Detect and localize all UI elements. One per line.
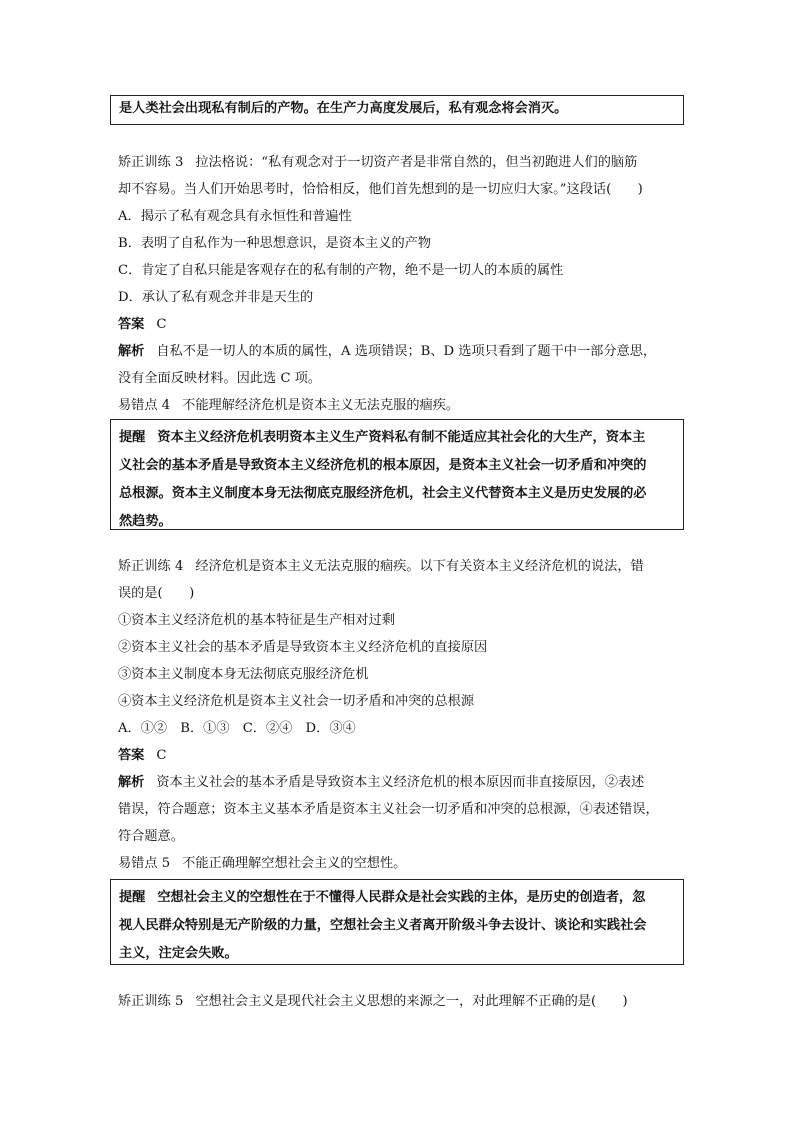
exercise5-label: 矫正训练 5 [118, 994, 184, 1009]
exercise3-stem-line2: 却不容易。当人们开始思考时，恰恰相反，他们首先想到的是一切应归大家。”这段话( ) [118, 182, 643, 197]
exercise4-answer [118, 744, 166, 763]
exercise4-label: 矫正训练 4 [118, 559, 184, 574]
exercise4-stem-line2: 误的是( ) [118, 586, 195, 601]
top-note-box [110, 95, 684, 125]
tip4-label: 提醒 [119, 430, 146, 445]
exercise4-item-4: ④资本主义经济危机是资本主义社会一切矛盾和冲突的总根源 [118, 694, 475, 709]
analysis-label: 解析 [118, 344, 145, 359]
pitfall4-heading [118, 394, 459, 413]
exercise3-option-b: B．表明了自私作为一种思想意识，是资本主义的产物 [118, 236, 432, 251]
tip4-line4: 然趋势。 [119, 514, 172, 529]
pitfall5-label: 易错点 5 [118, 856, 171, 871]
tip4-line3: 总根源。资本主义制度本身无法彻底克服经济危机，社会主义代替资本主义是历史发展的必 [119, 486, 647, 501]
pitfall5-text: 不能正确理解空想社会主义的空想性。 [182, 856, 407, 871]
exercise4-stem-line1: 矫正训练 4 经济危机是资本主义无法克服的痼疾。以下有关资本主义经济危机的说法，错 [118, 559, 644, 574]
exercise3-analysis-line2: 没有全面反映材料。因此选 C 项。 [118, 371, 322, 386]
tip5-line3: 主义，注定会失败。 [119, 946, 238, 961]
tip4-line1: 提醒 资本主义经济危机表明资本主义生产资料私有制不能适应其社会化的大生产，资本主 [119, 430, 646, 445]
exercise3-answer [118, 313, 166, 332]
exercise5-stem: 矫正训练 5 空想社会主义是现代社会主义思想的来源之一，对此理解不正确的是( ) [118, 994, 628, 1009]
pitfall4-label: 易错点 4 [118, 398, 171, 413]
exercise4-choices: A．①② B．①③ C．②④ D．③④ [118, 721, 356, 736]
tip4-line2: 义社会的基本矛盾是导致资本主义经济危机的根本原因，是资本主义社会一切矛盾和冲突的 [119, 458, 647, 473]
tip5-label: 提醒 [119, 890, 146, 905]
top-note-text: 是人类社会出现私有制后的产物。在生产力高度发展后，私有观念将会消灭。 [119, 101, 568, 116]
exercise4-item-1: ①资本主义经济危机的基本特征是生产相对过剩 [118, 613, 395, 628]
tip5-box [110, 879, 684, 965]
exercise3-option-c: C．肯定了自私只能是客观存在的私有制的产物，绝不是一切人的本质的属性 [118, 263, 564, 278]
answer-label: 答案 [118, 748, 145, 763]
exercise4-item-3: ③资本主义制度本身无法彻底克服经济危机 [118, 667, 369, 682]
pitfall4-text: 不能理解经济危机是资本主义无法克服的痼疾。 [182, 398, 460, 413]
exercise3-option-a: A．揭示了私有观念具有永恒性和普遍性 [118, 209, 352, 224]
exercise4-analysis-line2: 错误，符合题意；资本主义基本矛盾是资本主义社会一切矛盾和冲突的总根源，④表述错误， [118, 802, 659, 817]
exercise3-stem-line1: 矫正训练 3 拉法格说：“私有观念对于一切资产者是非常自然的，但当初跑进人们的脑筋 [118, 155, 638, 170]
tip5-line1: 提醒 空想社会主义的空想性在于不懂得人民群众是社会实践的主体，是历史的创造者，忽 [119, 890, 646, 905]
exercise4-analysis-line1: 解析 资本主义社会的基本矛盾是导致资本主义经济危机的根本原因而非直接原因，②表述 [118, 775, 645, 790]
pitfall5-heading [118, 852, 406, 871]
answer-value: C [156, 317, 167, 332]
tip4-box [110, 419, 684, 530]
analysis-label: 解析 [118, 775, 145, 790]
exercise4-item-2: ②资本主义社会的基本矛盾是导致资本主义经济危机的直接原因 [118, 640, 488, 655]
exercise3-analysis-line1: 解析 自私不是一切人的本质的属性，A 选项错误；B、D 选项只看到了题干中一部分意思， [118, 344, 657, 359]
answer-value: C [156, 748, 167, 763]
tip5-line2: 视人民群众特别是无产阶级的力量，空想社会主义者离开阶级斗争去设计、谈论和实践社会 [119, 918, 647, 933]
answer-label: 答案 [118, 317, 145, 332]
exercise4-analysis-line3: 符合题意。 [118, 829, 184, 844]
exercise3-option-d: D．承认了私有观念并非是天生的 [118, 290, 314, 305]
exercise3-label: 矫正训练 3 [118, 155, 184, 170]
